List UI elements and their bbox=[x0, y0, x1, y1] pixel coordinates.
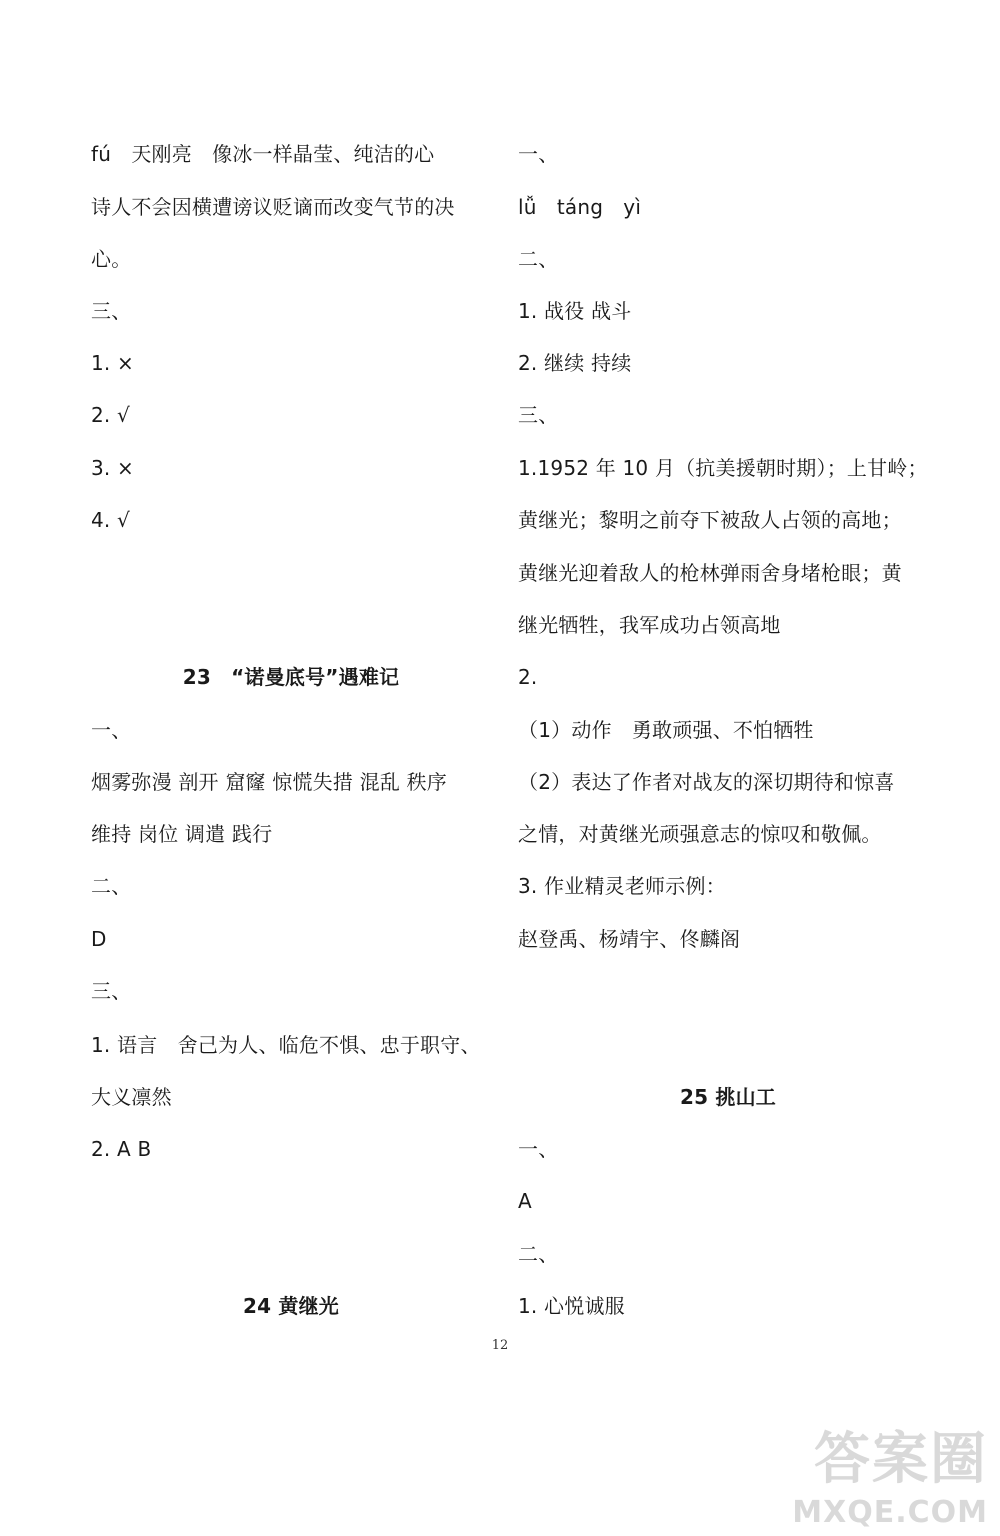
watermark-top: 答案圈 bbox=[814, 1427, 988, 1492]
watermark-bottom: MXQE.COM bbox=[792, 1495, 988, 1530]
text-line: 3. 作业精灵老师示例： bbox=[518, 874, 726, 898]
text-line: 诗人不会因横遭谤议贬谪而改变气节的决 bbox=[91, 195, 455, 219]
answer-item: 2. A B bbox=[91, 1137, 152, 1161]
section-heading: 一、 bbox=[518, 1137, 559, 1161]
answer-item: 3. × bbox=[91, 456, 134, 480]
text-line: 继光牺牲，我军成功占领高地 bbox=[518, 613, 781, 637]
answer-item: 2. 继续 持续 bbox=[518, 351, 632, 375]
answer-item: 1. 战役 战斗 bbox=[518, 299, 632, 323]
text-line: 1.1952 年 10 月（抗美援朝时期）；上甘岭； bbox=[518, 456, 928, 480]
section-heading: 二、 bbox=[518, 247, 559, 271]
text-line: 心。 bbox=[91, 247, 132, 271]
section-heading: 一、 bbox=[91, 718, 132, 742]
text-line: （1）动作 勇敢顽强、不怕牺牲 bbox=[518, 718, 814, 742]
section-heading: 一、 bbox=[518, 142, 559, 166]
answer-item: 1. × bbox=[91, 351, 134, 375]
answer-item: A bbox=[518, 1189, 532, 1213]
text-line: 赵登禹、杨靖宇、佟麟阁 bbox=[518, 927, 741, 951]
text-line: 1. 语言 舍己为人、临危不惧、忠于职守、 bbox=[91, 1033, 481, 1057]
watermark-logo bbox=[773, 1427, 988, 1530]
text-line: （2）表达了作者对战友的深切期待和惊喜 bbox=[518, 770, 895, 794]
text-line: 维持 岗位 调遣 践行 bbox=[91, 822, 273, 846]
text-line: 黄继光迎着敌人的枪林弹雨舍身堵枪眼；黄 bbox=[518, 561, 902, 585]
page-number: 12 bbox=[491, 1338, 509, 1353]
answer-item: D bbox=[91, 927, 107, 951]
lesson-title-25: 25 挑山工 bbox=[680, 1085, 776, 1109]
answer-item: 1. 心悦诚服 bbox=[518, 1294, 625, 1318]
section-heading: 三、 bbox=[91, 979, 132, 1003]
section-heading: 二、 bbox=[518, 1242, 559, 1266]
answer-item: 2. bbox=[518, 665, 538, 689]
lesson-title-24: 24 黄继光 bbox=[243, 1294, 339, 1318]
section-heading: 三、 bbox=[91, 299, 132, 323]
text-line: fú 天刚亮 像冰一样晶莹、纯洁的心 bbox=[91, 142, 435, 166]
answer-item: 4. √ bbox=[91, 508, 130, 532]
answer-item: 2. √ bbox=[91, 403, 130, 427]
text-line: lǚ táng yì bbox=[518, 195, 642, 219]
lesson-title-23: 23 “诺曼底号”遇难记 bbox=[182, 665, 400, 689]
section-heading: 三、 bbox=[518, 403, 559, 427]
text-line: 大义凛然 bbox=[91, 1085, 172, 1109]
section-heading: 二、 bbox=[91, 874, 132, 898]
text-line: 之情，对黄继光顽强意志的惊叹和敬佩。 bbox=[518, 822, 882, 846]
text-line: 烟雾弥漫 剖开 窟窿 惊慌失措 混乱 秩序 bbox=[91, 770, 447, 794]
text-line: 黄继光；黎明之前夺下被敌人占领的高地； bbox=[518, 508, 902, 532]
